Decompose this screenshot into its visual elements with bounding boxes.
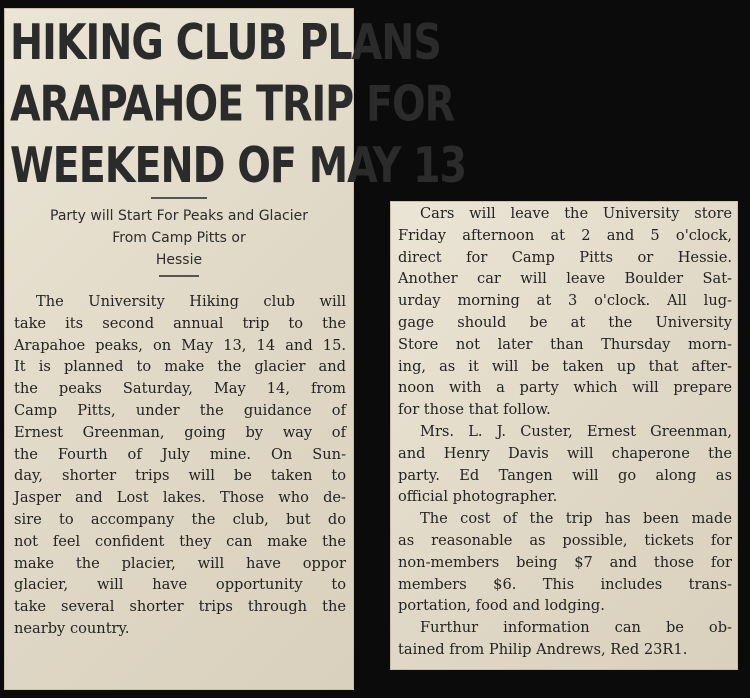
text-line: make the placier, will have oppor xyxy=(14,554,346,572)
text-line: the Fourth of July mine. On Sun- xyxy=(14,445,346,463)
text-line: Ernest Greenman, going by way of xyxy=(14,423,346,441)
text-line: and Henry Davis will chaperone the xyxy=(398,444,732,462)
text-line: nearby country. xyxy=(14,619,130,637)
text-line: for those that follow. xyxy=(398,401,551,419)
article-body-left xyxy=(14,291,346,640)
text-line: The University Hiking club will xyxy=(36,293,346,310)
text-line: glacier, will have opportunity to xyxy=(14,576,346,594)
text-line: Furthur information can be ob- xyxy=(420,619,732,637)
text-line: Store not later than Thursday morn- xyxy=(398,335,732,353)
text-line: the peaks Saturday, May 14, from xyxy=(14,380,346,398)
text-line: urday morning at 3 o'clock. All lug- xyxy=(398,292,732,310)
text-line: Camp Pitts, under the guidance of xyxy=(14,401,346,419)
text-line: gage should be at the University xyxy=(398,313,732,331)
text-line: non-members being $7 and those for xyxy=(398,553,732,571)
article-body-right xyxy=(398,203,732,661)
newspaper-clipping-left xyxy=(4,8,467,690)
subheadline-line-3: Hessie xyxy=(155,252,203,268)
text-line: not feel confident they can make the xyxy=(14,532,346,550)
text-line: direct for Camp Pitts or Hessie. xyxy=(398,248,732,266)
text-line: day, shorter trips will be taken to xyxy=(14,467,346,485)
text-line: Another car will leave Boulder Sat- xyxy=(398,270,732,288)
text-line: members $6. This includes trans- xyxy=(398,575,732,593)
text-line: noon with a party which will prepare xyxy=(398,379,732,397)
text-line: Cars will leave the University store xyxy=(420,205,732,222)
text-line: ing, as it will be taken up that after- xyxy=(398,357,732,375)
text-line: Arapahoe peaks, on May 13, 14 and 15. xyxy=(14,336,346,354)
headline-line-1: HIKING CLUB PLANS xyxy=(10,14,441,72)
headline-line-3: WEEKEND OF MAY 13 xyxy=(10,137,467,195)
text-line: party. Ed Tangen will go along as xyxy=(398,466,732,484)
newspaper-clipping-right xyxy=(390,201,738,670)
text-line: Jasper and Lost lakes. Those who de- xyxy=(14,489,346,507)
text-line: tained from Philip Andrews, Red 23R1. xyxy=(398,640,688,658)
headline-divider xyxy=(151,197,207,199)
subheadline-line-2: From Camp Pitts or xyxy=(112,230,246,246)
subheadline-divider xyxy=(159,275,199,277)
text-line: The cost of the trip has been made xyxy=(420,510,732,528)
subheadline xyxy=(10,205,348,271)
text-line: sire to accompany the club, but do xyxy=(14,510,346,528)
text-line: Friday afternoon at 2 and 5 o'clock, xyxy=(398,226,732,244)
headline xyxy=(10,12,467,197)
text-line: official photographer. xyxy=(398,488,558,506)
text-line: as reasonable as possible, tickets for xyxy=(398,531,732,549)
subheadline-line-1: Party will Start For Peaks and Glacier xyxy=(50,208,308,224)
text-line: It is planned to make the glacier and xyxy=(14,358,346,376)
text-line: take several shorter trips through the xyxy=(14,598,346,616)
text-line: take its second annual trip to the xyxy=(14,314,346,332)
headline-line-2: ARAPAHOE TRIP FOR xyxy=(10,75,455,133)
text-line: Mrs. L. J. Custer, Ernest Greenman, xyxy=(420,422,732,440)
text-line: portation, food and lodging. xyxy=(398,597,605,615)
